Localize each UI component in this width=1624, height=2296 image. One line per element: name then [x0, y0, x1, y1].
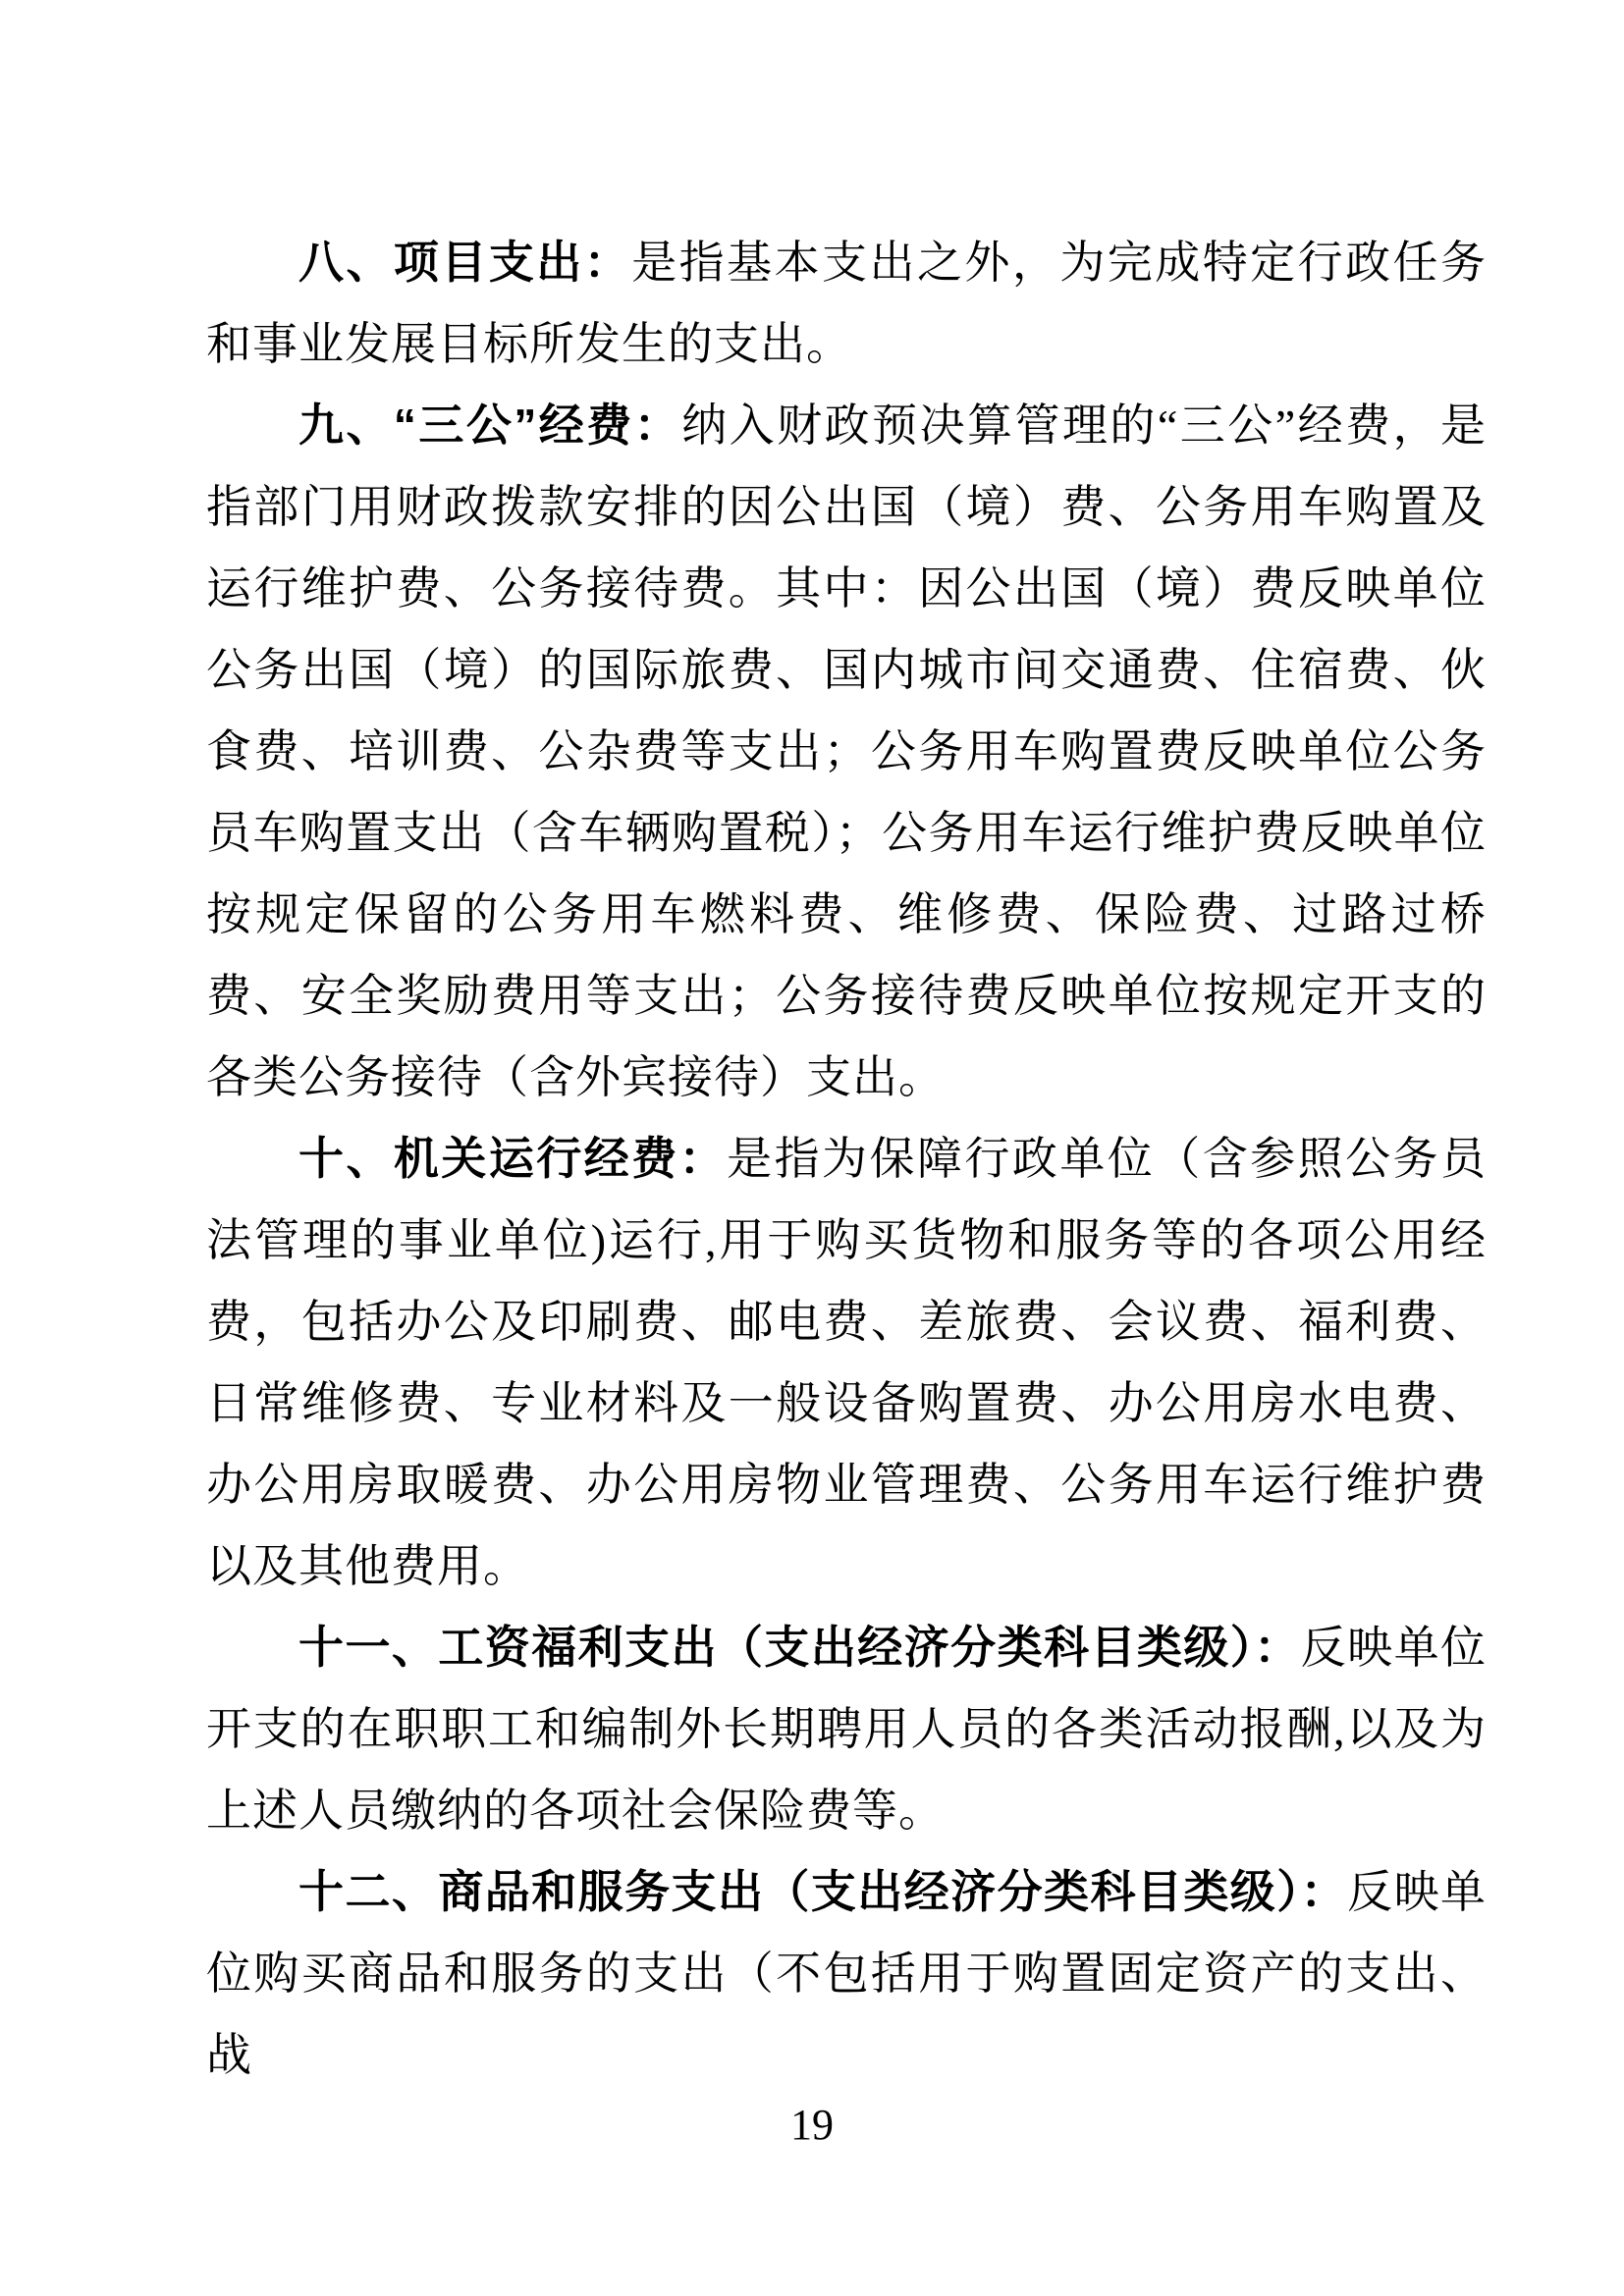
page-number: 19 — [790, 2101, 834, 2149]
term-definition: 是指为保障行政单位（含参照公务员法管理的事业单位)运行,用于购买货物和服务等的各项公用经费，包括办公及印刷费、邮电费、差旅费、会议费、福利费、日常维修费、专业材料及一般设备购置费、办公用房水电费、办公用房取暖费、办公用房物业管理费、公务用车运行维护费以及其他费用。 — [206, 1134, 1488, 1591]
term-heading: 九、“三公”经费： — [298, 400, 682, 451]
term-definition: 是指基本支出之外，为完成特定行政任务和事业发展目标所发生的支出。 — [206, 238, 1488, 369]
term-heading: 十、机关运行经费： — [298, 1133, 728, 1184]
paragraph — [206, 222, 1487, 385]
term-heading: 十二、商品和服务支出（支出经济分类科目类级）： — [298, 1866, 1348, 1917]
paragraph — [206, 1851, 1487, 2096]
term-definition: 纳入财政预决算管理的“三公”经费，是指部门用财政拨款安排的因公出国（境）费、公务用车购置及运行维护费、公务接待费。其中：因公出国（境）费反映单位公务出国（境）的国际旅费、国内城市间交通费、住宿费、伙食费、培训费、公杂费等支出；公务用车购置费反映单位公务员车购置支出（含车辆购置税）；公务用车运行维护费反映单位按规定保留的公务用车燃料费、维修费、保险费、过路过桥费、安全奖励费用等支出；公务接待费反映单位按规定开支的各类公务接待（含外宾接待）支出。 — [206, 400, 1488, 1102]
term-heading: 八、项目支出： — [298, 237, 632, 288]
term-definition: 反映单位开支的在职职工和编制外长期聘用人员的各类活动报酬,以及为上述人员缴纳的各项社会保险费等。 — [206, 1623, 1488, 1836]
term-heading: 十一、工资福利支出（支出经济分类科目类级）： — [298, 1622, 1301, 1673]
document-body — [206, 222, 1487, 2096]
paragraph — [206, 385, 1487, 1118]
paragraph — [206, 1118, 1487, 1607]
paragraph — [206, 1607, 1487, 1851]
term-definition: 反映单位购买商品和服务的支出（不包括用于购置固定资产的支出、战 — [206, 1867, 1488, 2080]
